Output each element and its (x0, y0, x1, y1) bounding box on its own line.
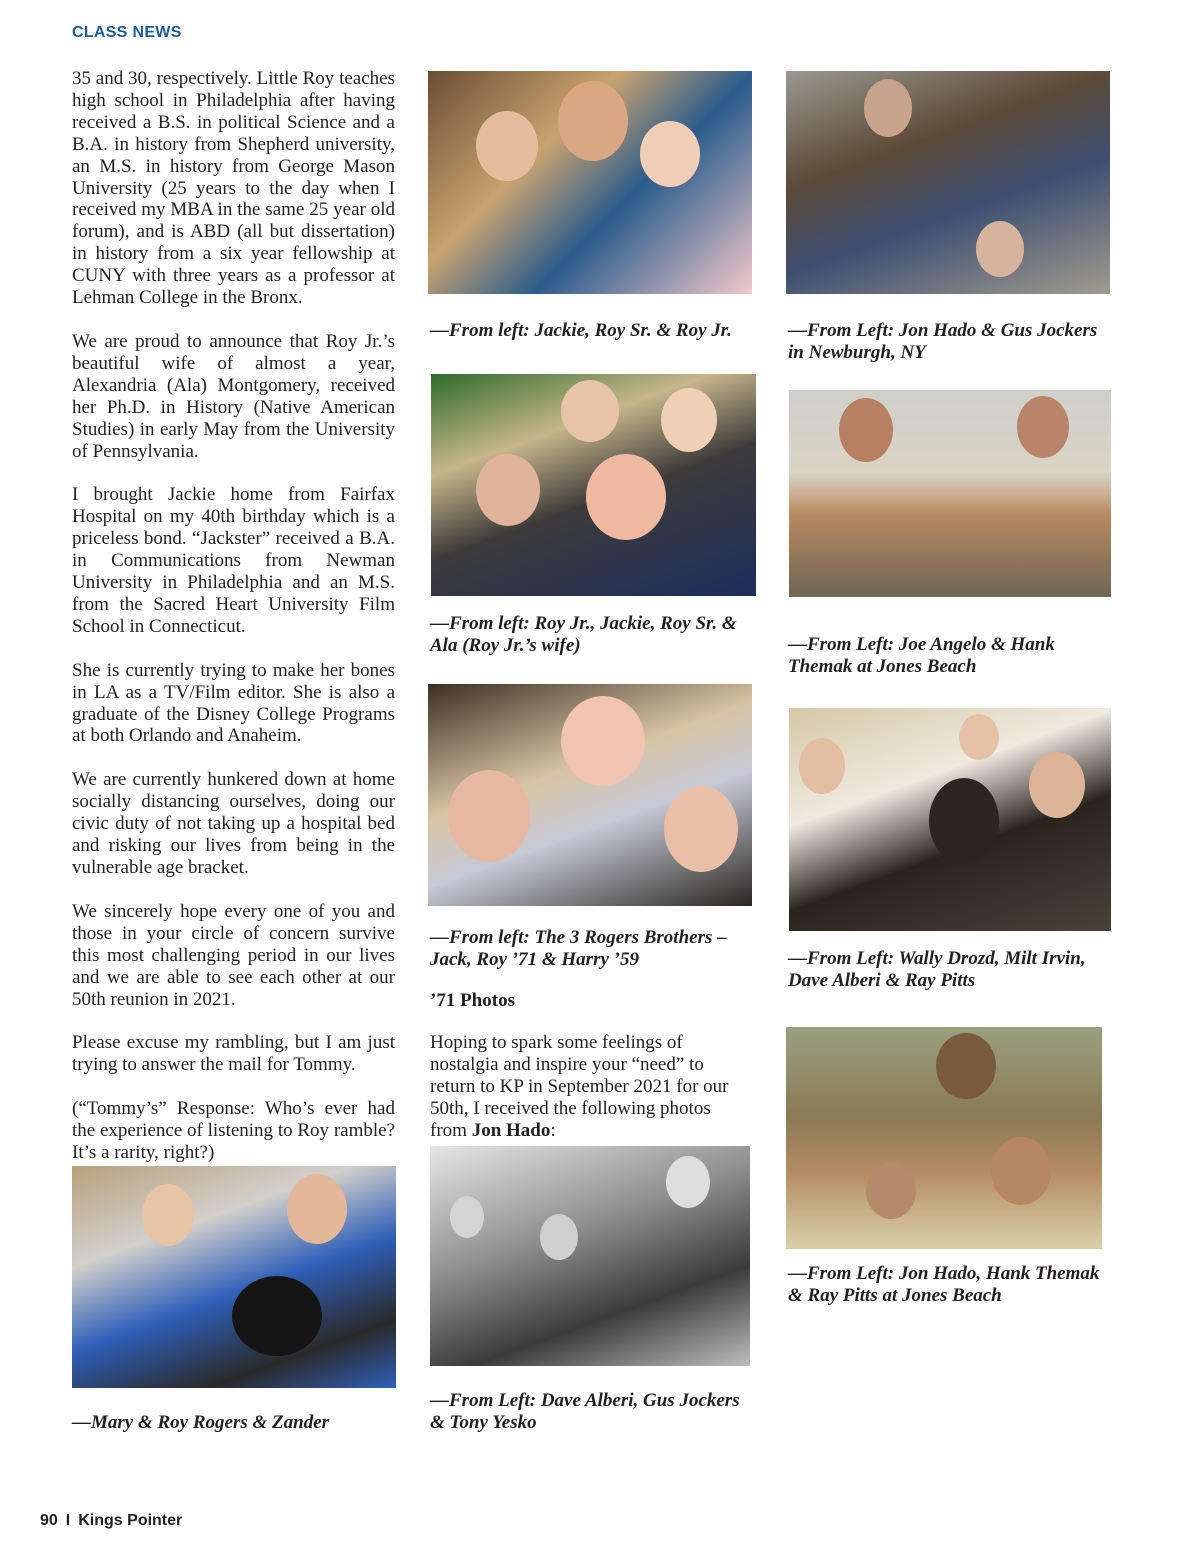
paragraph: (“Tommy’s” Response: Who’s ever had the experience of listening to Roy ramble? It’s a rarity, right?) (72, 1098, 395, 1164)
caption-mary-roy: —Mary & Roy Rogers & Zander (72, 1412, 330, 1433)
column-1-text (72, 68, 395, 1186)
page-footer (40, 1512, 182, 1530)
paragraph: We are proud to announce that Roy Jr.’s beautiful wife of almost a year, Alexandria (Ala) Montgomery, received her Ph.D. in History (Native American Studies) in early May from the University of Pennsylvania. (72, 330, 395, 462)
caption-beach-2: —From Left: Jon Hado, Hank Themak & Ray Pitts at Jones Beach (788, 1263, 1100, 1306)
photos71-intro (430, 1032, 752, 1142)
caption-brothers: —From left: The 3 Rogers Brothers – Jack, Roy ’71 & Harry ’59 (430, 927, 727, 970)
caption-beach-1: —From Left: Joe Angelo & Hank Themak at Jones Beach (788, 634, 1055, 677)
publication-name: Kings Pointer (78, 1512, 183, 1529)
photo-newburgh-rifle (786, 71, 1110, 294)
paragraph: Please excuse my rambling, but I am just trying to answer the mail for Tommy. (72, 1032, 395, 1076)
page-number: 90 (40, 1512, 58, 1529)
intro-colon: : (550, 1120, 556, 1141)
paragraph: 35 and 30, respectively. Little Roy teaches high school in Philadelphia after having received a B.S. in political Science and a B.A. in history from Shepherd university, an M.S. in history from George Mason University (25 years to the day when I received my MBA in the same 25 year old forum), and is ABD (all but dissertation) in history from a six year fellowship at CUNY with three years as a professor at Lehman College in the Bronx. (72, 68, 395, 309)
section-heading-71-photos: ’71 Photos (430, 990, 515, 1011)
intro-text: Hoping to spark some feelings of nostalgia and inspire your “need” to return to KP in September 2021 for our 50th, I received the following photos from (430, 1032, 729, 1141)
photo-jones-beach-1 (789, 390, 1111, 597)
caption-cadets: —From Left: Dave Alberi, Gus Jockers & Tony Yesko (430, 1390, 740, 1433)
caption-table: —From Left: Wally Drozd, Milt Irvin, Dave Alberi & Ray Pitts (788, 948, 1086, 991)
paragraph: I brought Jackie home from Fairfax Hospital on my 40th birthday which is a priceless bond. “Jackster” received a B.A. in Communications from Newman University in Philadelphia and an M.S. from the Sacred Heart University Film School in Connecticut. (72, 484, 395, 637)
paragraph: We sincerely hope every one of you and those in your circle of concern survive this most challenging period in our lives and we are able to see each other at our 50th reunion in 2021. (72, 900, 395, 1010)
photo-mary-roy-zander (72, 1166, 396, 1388)
contributor-name: Jon Hado (471, 1120, 551, 1141)
caption-family-2: —From left: Roy Jr., Jackie, Roy Sr. & Ala (Roy Jr.’s wife) (430, 613, 737, 656)
section-label: CLASS NEWS (72, 24, 182, 41)
paragraph: She is currently trying to make her bones in LA as a TV/Film editor. She is also a graduate of the Disney College Programs at both Orlando and Anaheim. (72, 659, 395, 747)
photo-family-recent (431, 374, 756, 596)
photo-cadets (430, 1146, 750, 1366)
caption-rifle: —From Left: Jon Hado & Gus Jockers in Newburgh, NY (788, 320, 1098, 363)
paragraph: We are currently hunkered down at home socially distancing ourselves, doing our civic duty of not taking up a hospital bed and risking our lives from being in the vulnerable age bracket. (72, 769, 395, 878)
footer-separator: I (65, 1512, 71, 1529)
photo-table (789, 708, 1111, 931)
photo-family-1990s (428, 71, 752, 294)
photo-rogers-brothers (428, 684, 752, 906)
photo-jones-beach-2 (786, 1027, 1102, 1249)
caption-family: —From left: Jackie, Roy Sr. & Roy Jr. (430, 320, 732, 341)
